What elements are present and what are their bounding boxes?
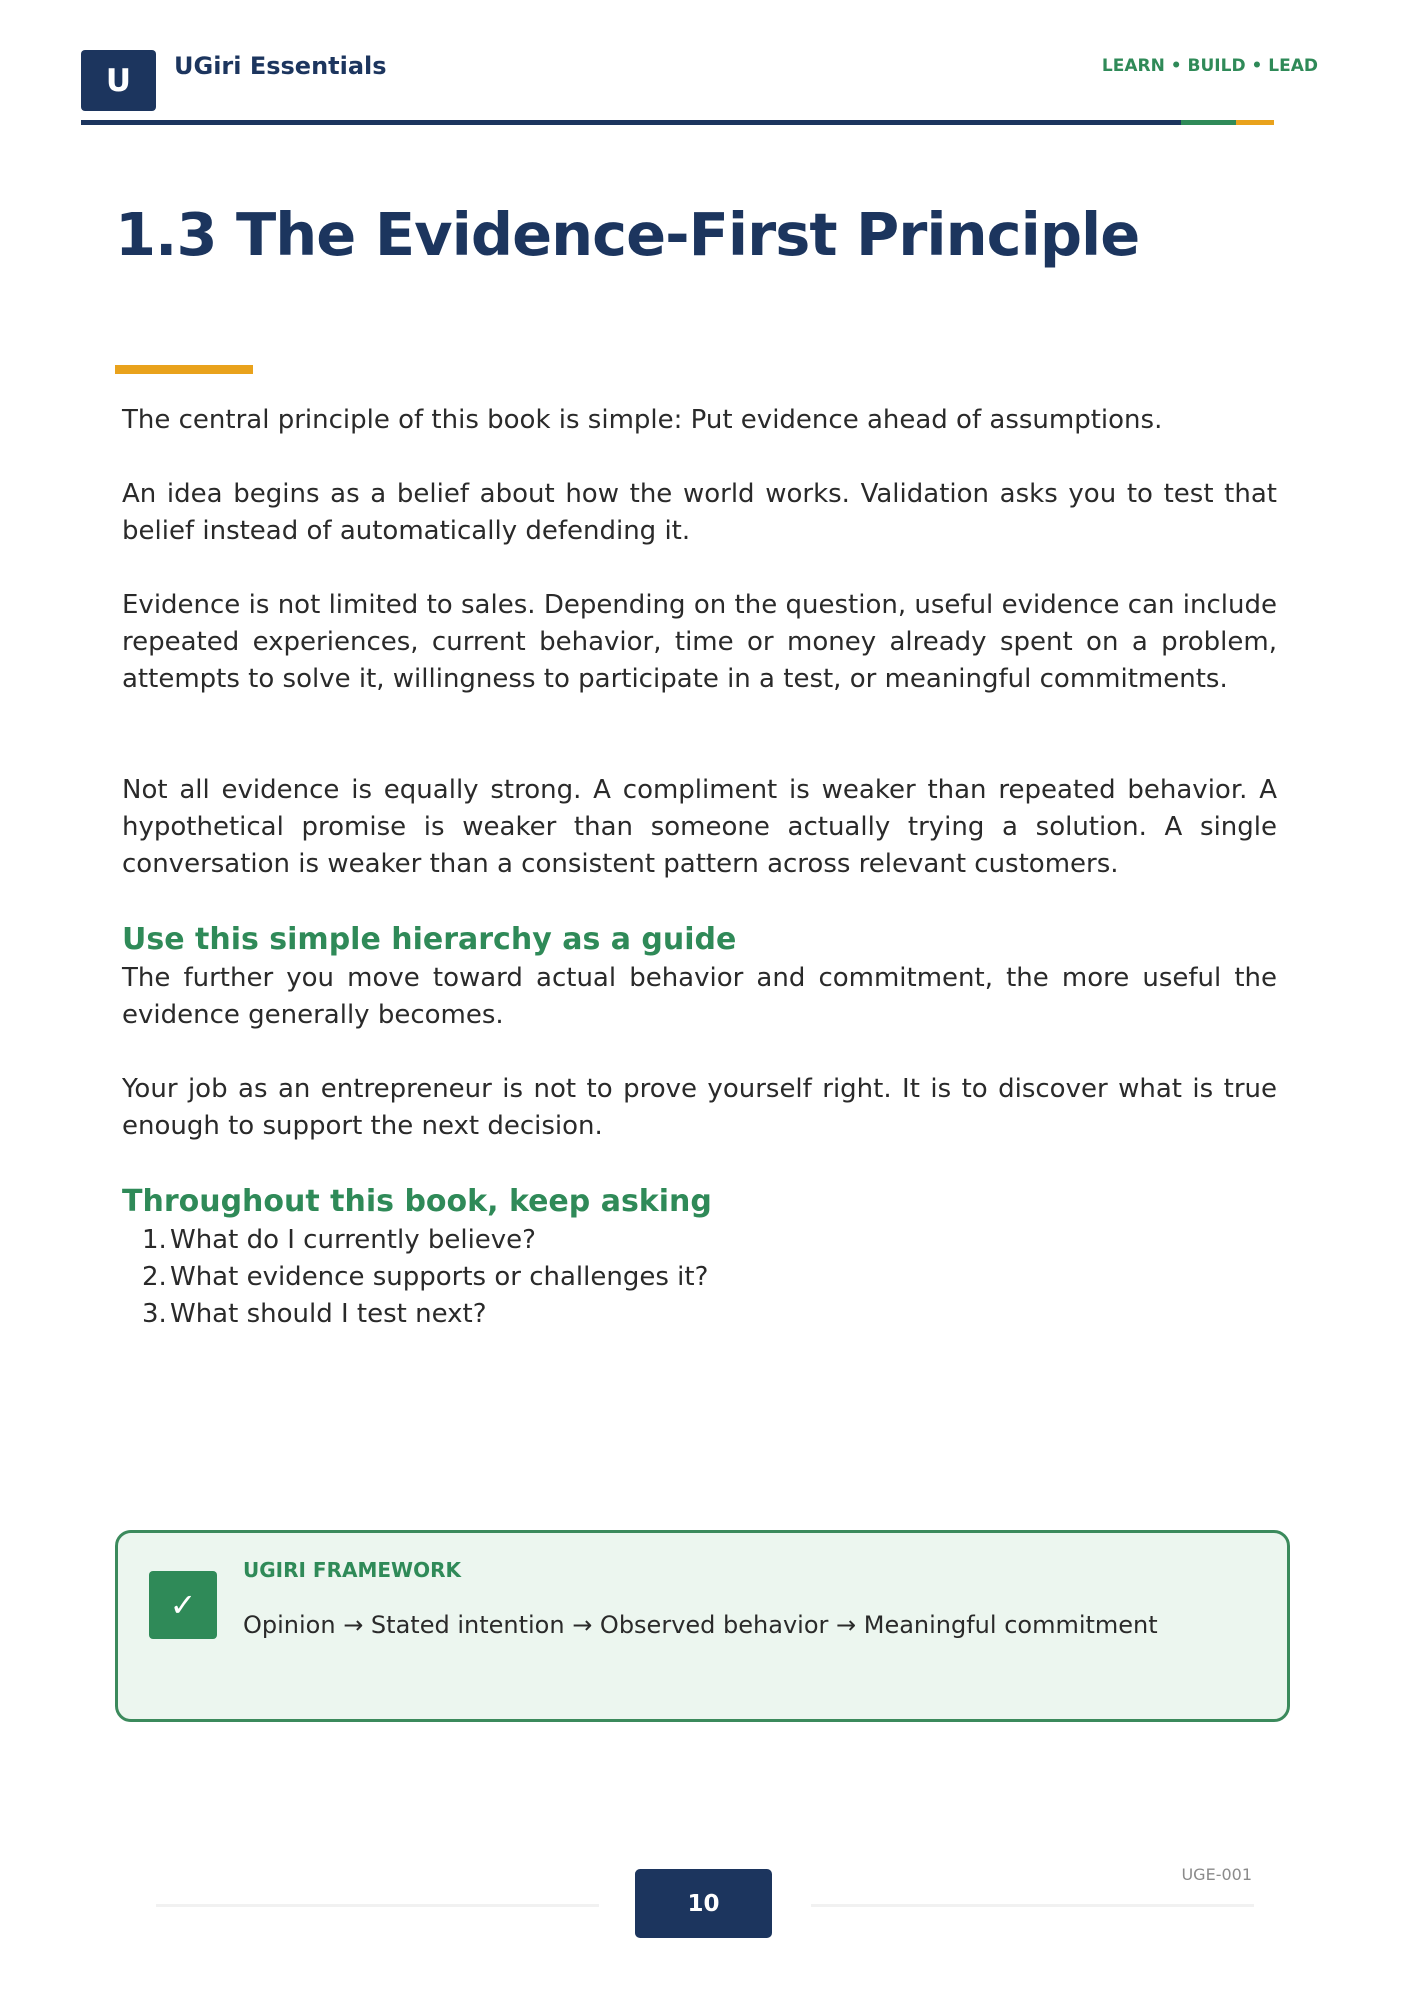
list-item-text: What do I currently believe? <box>170 1225 536 1255</box>
framework-callout <box>115 1530 1290 1722</box>
check-icon: ✓ <box>149 1571 217 1639</box>
list-item-number: 3. <box>142 1299 167 1329</box>
header-tagline: LEARN • BUILD • LEAD <box>1101 56 1318 76</box>
body-paragraph: An idea begins as a belief about how the world works. Validation asks you to test that belief instead of automatically defending it. <box>122 479 1277 546</box>
document-code: UGE-001 <box>1181 1865 1252 1884</box>
footer-divider-right <box>811 1904 1254 1907</box>
section-heading-questions: Throughout this book, keep asking <box>122 1184 712 1219</box>
intro-paragraph: The central principle of this book is simple: Put evidence ahead of assumptions. <box>122 405 1163 435</box>
list-item-number: 1. <box>142 1225 167 1255</box>
question-list <box>142 1222 708 1333</box>
callout-label: UGIRI FRAMEWORK <box>243 1558 461 1582</box>
callout-text: Opinion → Stated intention → Observed behavior → Meaningful commitment <box>243 1611 1158 1639</box>
body-paragraph: Your job as an entrepreneur is not to prove yourself right. It is to discover what is true enough to support the next decision. <box>122 1074 1277 1141</box>
list-item-text: What should I test next? <box>170 1299 487 1329</box>
title-accent-bar <box>115 365 253 374</box>
body-paragraph: The further you move toward actual behavior and commitment, the more useful the evidence generally becomes. <box>122 963 1277 1030</box>
list-item <box>142 1222 708 1259</box>
body-paragraph: Not all evidence is equally strong. A compliment is weaker than repeated behavior. A hypothetical promise is weaker than someone actually trying a solution. A single conversation is weaker than a consistent pattern across relevant customers. <box>122 775 1277 879</box>
body-paragraph: Evidence is not limited to sales. Depending on the question, useful evidence can include repeated experiences, current behavior, time or money already spent on a problem, attempts to solve it, willingness to participate in a test, or meaningful commitments. <box>122 590 1277 694</box>
list-item <box>142 1296 708 1333</box>
list-item-number: 2. <box>142 1262 167 1292</box>
header-divider <box>81 120 1274 125</box>
header-divider-navy <box>81 120 1181 125</box>
logo-mark: U <box>81 50 156 111</box>
section-heading-hierarchy: Use this simple hierarchy as a guide <box>122 922 737 957</box>
list-item-text: What evidence supports or challenges it? <box>170 1262 709 1292</box>
page-number: 10 <box>635 1869 772 1938</box>
brand-name: UGiri Essentials <box>174 52 387 80</box>
header-divider-orange <box>1236 120 1274 125</box>
header-divider-green <box>1181 120 1236 125</box>
list-item <box>142 1259 708 1296</box>
footer-divider-left <box>156 1904 599 1907</box>
page-title: 1.3 The Evidence-First Principle <box>115 200 1140 269</box>
